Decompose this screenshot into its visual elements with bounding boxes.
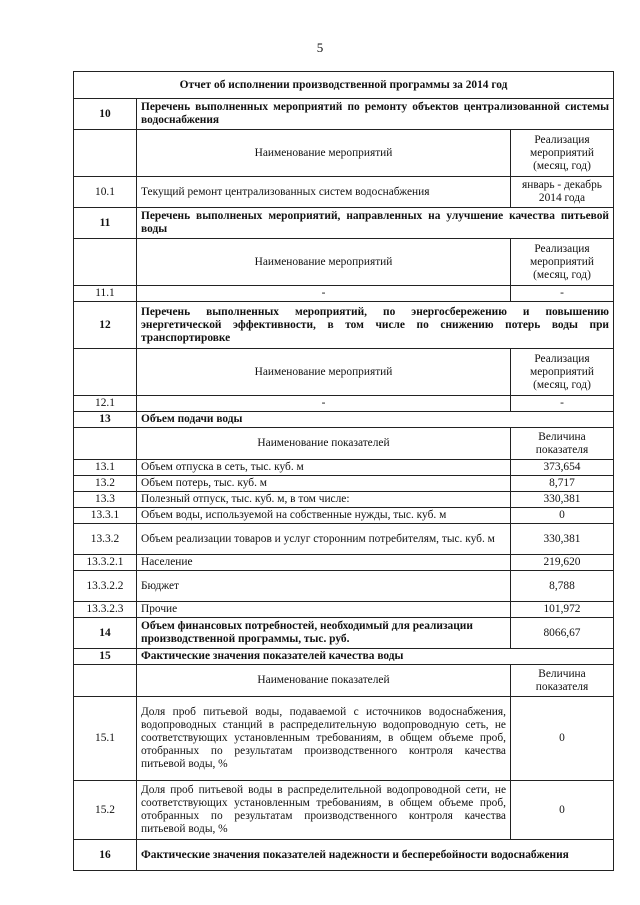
section-number: 16 xyxy=(74,840,137,871)
header-blank xyxy=(74,239,137,286)
row-number: 13.2 xyxy=(74,476,137,492)
table-header-row xyxy=(74,239,614,286)
header-measures-realization: Реализация мероприятий (месяц, год) xyxy=(511,349,614,396)
report-title: Отчет об исполнении производственной программы за 2014 год xyxy=(74,72,614,99)
row-name: Прочие xyxy=(137,602,511,618)
table-row xyxy=(74,177,614,208)
header-blank xyxy=(74,665,137,697)
row-value: 373,654 xyxy=(511,460,614,476)
row-value: 8,788 xyxy=(511,571,614,602)
section-title: Фактические значения показателей надежности и бесперебойности водоснабжения xyxy=(137,840,614,871)
row-number: 13.3.2 xyxy=(74,524,137,555)
header-measures-name: Наименование мероприятий xyxy=(137,130,511,177)
table-row xyxy=(74,492,614,508)
header-blank xyxy=(74,349,137,396)
row-value: 330,381 xyxy=(511,524,614,555)
header-blank xyxy=(74,130,137,177)
row-number: 13.3.2.1 xyxy=(74,555,137,571)
row-number: 13.3.2.2 xyxy=(74,571,137,602)
row-number: 13.3.2.3 xyxy=(74,602,137,618)
row-name: Полезный отпуск, тыс. куб. м, в том числе: xyxy=(137,492,511,508)
section-number: 14 xyxy=(74,618,137,649)
header-indicators-name: Наименование показателей xyxy=(137,665,511,697)
section-row xyxy=(74,649,614,665)
row-value: 101,972 xyxy=(511,602,614,618)
section-row xyxy=(74,618,614,649)
header-measures-name: Наименование мероприятий xyxy=(137,239,511,286)
table-row xyxy=(74,555,614,571)
section-number: 12 xyxy=(74,302,137,349)
section-title: Фактические значения показателей качества воды xyxy=(137,649,614,665)
row-name: Население xyxy=(137,555,511,571)
row-value: - xyxy=(511,396,614,412)
table-row xyxy=(74,508,614,524)
table-row xyxy=(74,476,614,492)
table-row xyxy=(74,396,614,412)
row-number: 11.1 xyxy=(74,286,137,302)
section-number: 10 xyxy=(74,99,137,130)
section-row xyxy=(74,302,614,349)
table-header-row xyxy=(74,349,614,396)
row-number: 13.3.1 xyxy=(74,508,137,524)
header-measures-realization: Реализация мероприятий (месяц, год) xyxy=(511,239,614,286)
row-value: 219,620 xyxy=(511,555,614,571)
header-measures-realization: Реализация мероприятий (месяц, год) xyxy=(511,130,614,177)
table-header-row xyxy=(74,428,614,460)
report-table xyxy=(73,71,614,871)
section-title: Перечень выполненых мероприятий, направленных на улучшение качества питьевой воды xyxy=(137,208,614,239)
row-value: 0 xyxy=(511,508,614,524)
header-indicators-value: Величина показателя xyxy=(511,428,614,460)
row-number: 10.1 xyxy=(74,177,137,208)
row-name: - xyxy=(137,286,511,302)
row-name: Объем отпуска в сеть, тыс. куб. м xyxy=(137,460,511,476)
section-title: Перечень выполненных мероприятий, по энергосбережению и повышению энергетической эффективности, в том числе по снижению потерь воды при транспортировке xyxy=(137,302,614,349)
page-number: 5 xyxy=(316,40,324,55)
row-value: 8,717 xyxy=(511,476,614,492)
report-title-row xyxy=(74,72,614,99)
row-value: 0 xyxy=(511,781,614,840)
section-row xyxy=(74,412,614,428)
table-row xyxy=(74,697,614,781)
row-value: январь - декабрь 2014 года xyxy=(511,177,614,208)
row-name: Доля проб питьевой воды в распределительной водопроводной сети, не соответствующих установленным требованиям, в общем объеме проб, отобранных по результатам производственного контроля качества питьевой воды, % xyxy=(137,781,511,840)
header-measures-name: Наименование мероприятий xyxy=(137,349,511,396)
table-row xyxy=(74,460,614,476)
section-number: 13 xyxy=(74,412,137,428)
section-number: 15 xyxy=(74,649,137,665)
row-name: Объем реализации товаров и услуг сторонним потребителям, тыс. куб. м xyxy=(137,524,511,555)
table-row xyxy=(74,286,614,302)
section-title: Перечень выполненных мероприятий по ремонту объектов централизованной системы водоснабжения xyxy=(137,99,614,130)
row-value: 0 xyxy=(511,697,614,781)
table-row xyxy=(74,524,614,555)
section-row xyxy=(74,99,614,130)
row-name: Бюджет xyxy=(137,571,511,602)
section-title: Объем финансовых потребностей, необходимый для реализации производственной программы, тыс. руб. xyxy=(137,618,511,649)
table-header-row xyxy=(74,130,614,177)
section-title: Объем подачи воды xyxy=(137,412,614,428)
table-row xyxy=(74,602,614,618)
row-name: - xyxy=(137,396,511,412)
section-number: 11 xyxy=(74,208,137,239)
table-row xyxy=(74,781,614,840)
row-number: 15.1 xyxy=(74,697,137,781)
header-indicators-name: Наименование показателей xyxy=(137,428,511,460)
row-value: - xyxy=(511,286,614,302)
row-number: 15.2 xyxy=(74,781,137,840)
row-name: Объем потерь, тыс. куб. м xyxy=(137,476,511,492)
section-value: 8066,67 xyxy=(511,618,614,649)
section-row xyxy=(74,840,614,871)
row-number: 13.3 xyxy=(74,492,137,508)
table-header-row xyxy=(74,665,614,697)
row-value: 330,381 xyxy=(511,492,614,508)
row-name: Объем воды, используемой на собственные нужды, тыс. куб. м xyxy=(137,508,511,524)
row-number: 12.1 xyxy=(74,396,137,412)
section-row xyxy=(74,208,614,239)
row-name: Текущий ремонт централизованных систем водоснабжения xyxy=(137,177,511,208)
table-row xyxy=(74,571,614,602)
row-number: 13.1 xyxy=(74,460,137,476)
header-indicators-value: Величина показателя xyxy=(511,665,614,697)
header-blank xyxy=(74,428,137,460)
row-name: Доля проб питьевой воды, подаваемой с источников водоснабжения, водопроводных станций в распределительную водопроводную сеть, не соответствующих установленным требованиям, в общем объеме проб, отобранных по результатам производственного контроля качества питьевой воды, % xyxy=(137,697,511,781)
